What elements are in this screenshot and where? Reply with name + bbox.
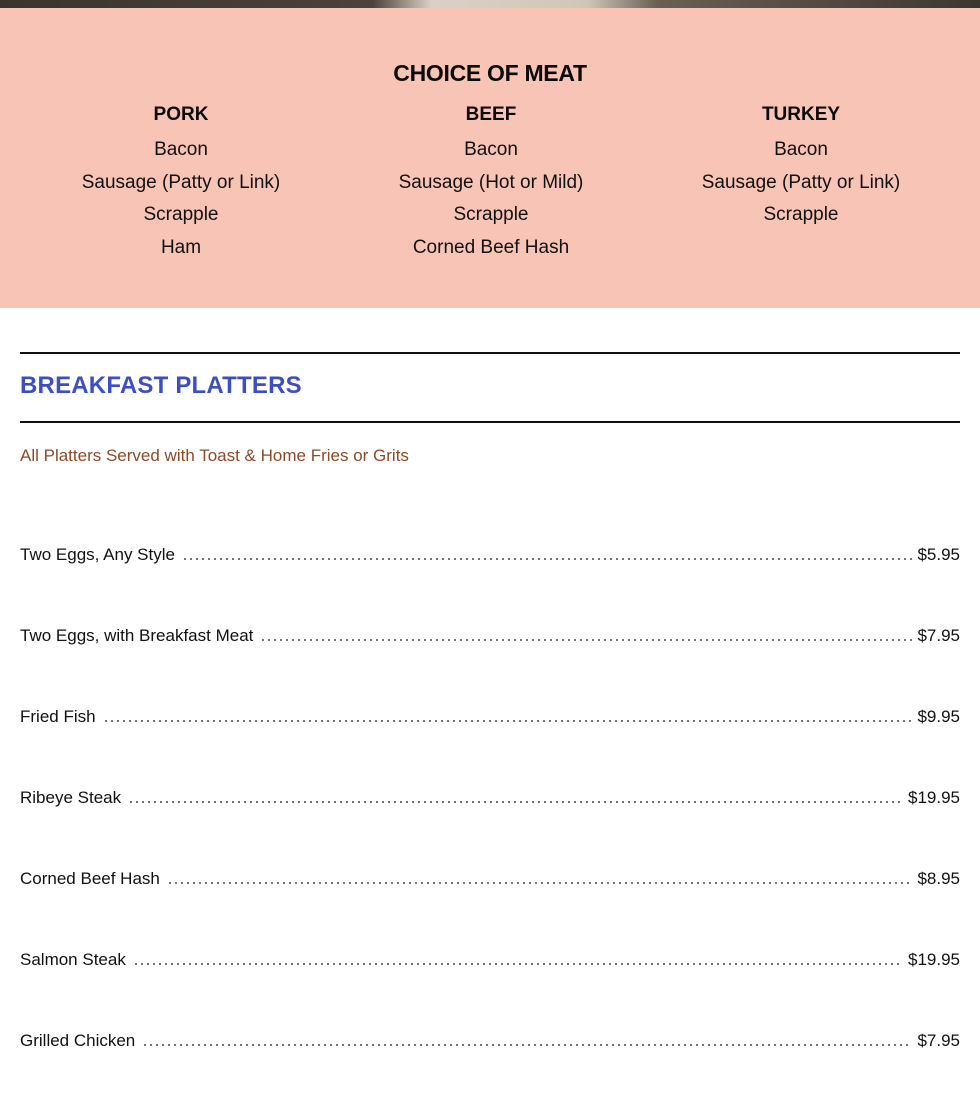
meat-column-pork xyxy=(21,102,341,264)
breakfast-platters-subtitle: All Platters Served with Toast & Home Fries or Grits xyxy=(20,446,409,465)
section-divider-bottom xyxy=(20,421,960,423)
choice-of-meat-section xyxy=(0,8,980,308)
menu-item-price: $7.95 xyxy=(917,1031,960,1050)
menu-item-price: $5.95 xyxy=(917,545,960,564)
meat-option: Sausage (Patty or Link) xyxy=(701,171,901,193)
section-divider-top xyxy=(20,352,960,354)
menu-item-name: Two Eggs, with Breakfast Meat xyxy=(20,626,254,645)
menu-item-name: Grilled Chicken xyxy=(20,1031,136,1050)
meat-option: Corned Beef Hash xyxy=(412,236,570,258)
menu-item-salmon-steak xyxy=(20,946,960,970)
menu-item-price: $9.95 xyxy=(917,707,960,726)
meat-column-heading: BEEF xyxy=(465,104,517,125)
meat-option: Ham xyxy=(160,236,202,258)
menu-item-price: $8.95 xyxy=(917,869,960,888)
dot-leader xyxy=(167,882,913,884)
meat-option: Bacon xyxy=(464,139,518,160)
dot-leader xyxy=(142,1044,912,1046)
meat-column-heading: PORK xyxy=(153,104,209,125)
menu-item-ribeye-steak xyxy=(20,784,960,808)
choice-of-meat-title: CHOICE OF MEAT xyxy=(393,60,587,86)
meat-option: Bacon xyxy=(774,139,828,160)
meat-column-turkey xyxy=(641,102,961,232)
meat-column-beef xyxy=(331,102,651,264)
menu-item-name: Ribeye Steak xyxy=(20,788,122,807)
dot-leader xyxy=(182,558,912,560)
dot-leader xyxy=(103,720,913,722)
menu-item-two-eggs-with-meat xyxy=(20,622,960,646)
meat-option: Scrapple xyxy=(763,204,839,225)
breakfast-platters-title: BREAKFAST PLATTERS xyxy=(20,372,302,399)
menu-item-two-eggs-any-style xyxy=(20,541,960,565)
menu-item-price: $7.95 xyxy=(917,626,960,645)
meat-option: Scrapple xyxy=(143,204,219,225)
meat-column-heading: TURKEY xyxy=(761,104,841,125)
menu-item-name: Corned Beef Hash xyxy=(20,869,160,888)
dot-leader xyxy=(260,639,912,641)
meat-option: Bacon xyxy=(154,139,208,160)
menu-item-corned-beef-hash xyxy=(20,865,960,889)
menu-item-price: $19.95 xyxy=(908,788,960,807)
dot-leader xyxy=(128,801,903,803)
dot-leader xyxy=(133,963,903,965)
meat-option: Sausage (Patty or Link) xyxy=(81,171,281,193)
menu-item-fried-fish xyxy=(20,703,960,727)
meat-option: Sausage (Hot or Mild) xyxy=(398,171,584,193)
menu-item-name: Two Eggs, Any Style xyxy=(20,545,175,564)
menu-item-price: $19.95 xyxy=(908,950,960,969)
menu-item-grilled-chicken xyxy=(20,1027,960,1051)
menu-item-name: Salmon Steak xyxy=(20,950,126,969)
meat-option: Scrapple xyxy=(453,204,529,225)
menu-item-name: Fried Fish xyxy=(20,707,96,726)
hero-image-strip xyxy=(0,0,980,8)
